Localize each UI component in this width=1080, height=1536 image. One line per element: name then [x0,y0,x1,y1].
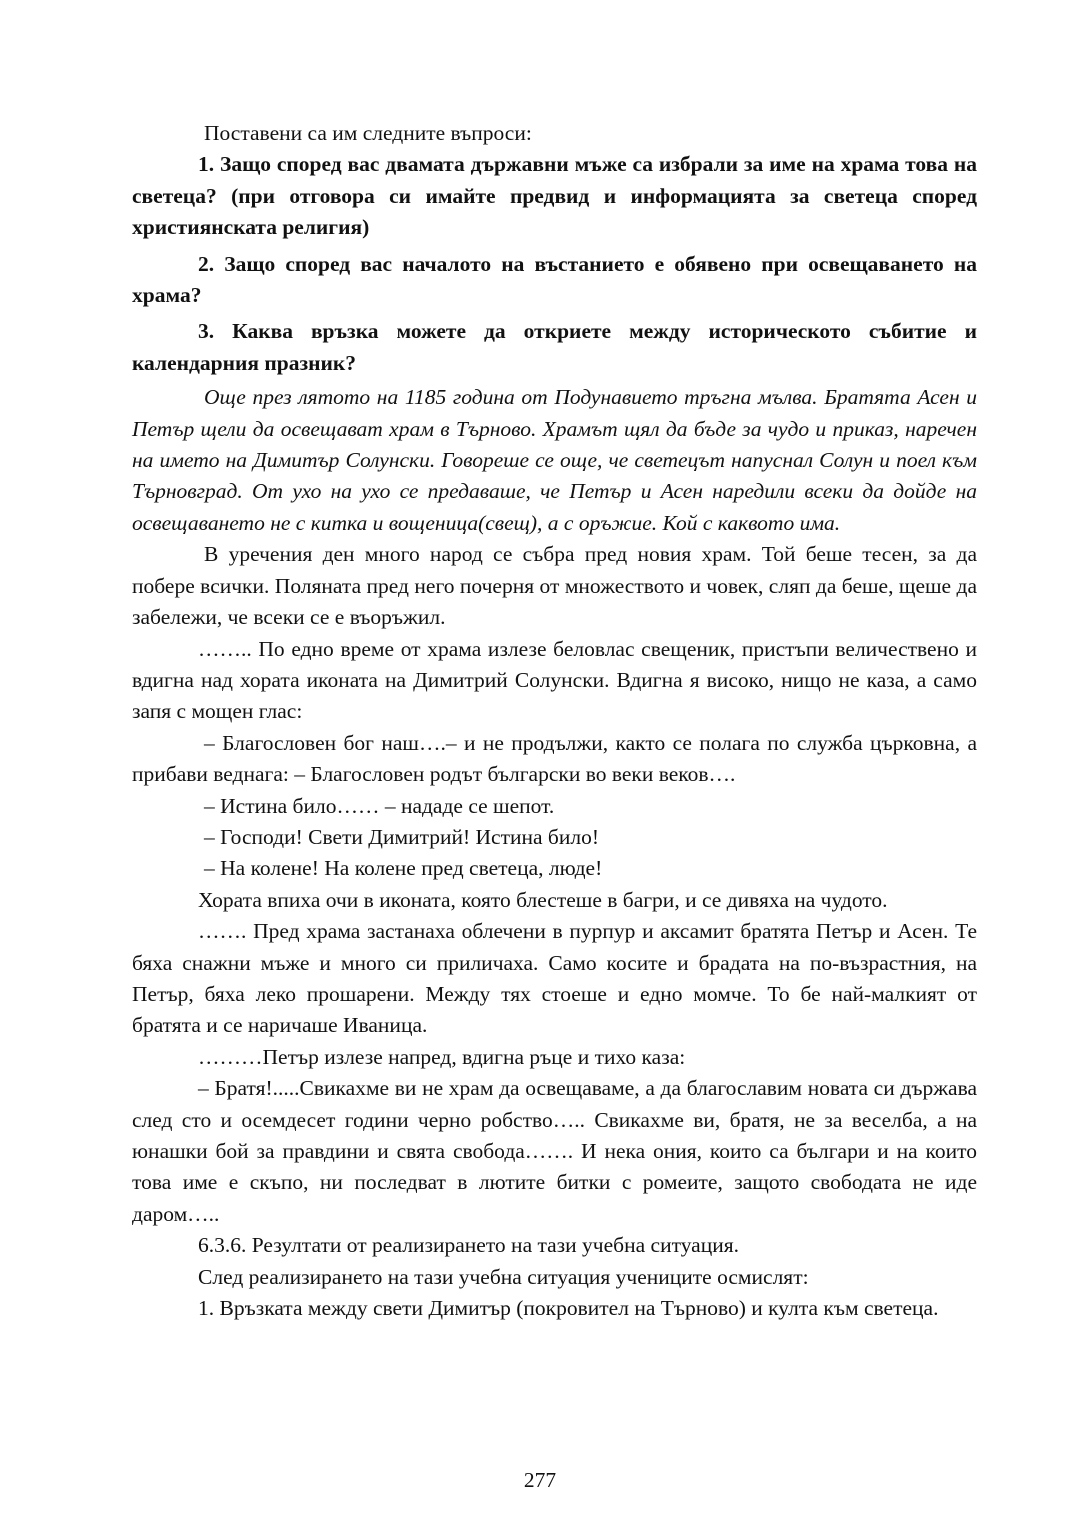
question-2: 2. Защо според вас началото на въстанието е обявено при освещаването на храма? [132,251,977,308]
question-3: 3. Каква връзка можете да откриете между историческото събитие и календарния празник? [132,319,977,375]
results-item: 1. Връзката между свети Димитър (покровител на Търново) и култа към светеца. [198,1296,939,1321]
page-number: 277 [523,1468,557,1492]
story-paragraph: Хората впиха очи в иконата, която блестеше в багри, и се дивяха на чудото. [198,887,888,912]
story-paragraph: В уречения ден много народ се събра пред новия храм. Той беше тесен, за да побере всички. Поляната пред него почерня от множеството и човек, сляп да беше, щеше да забележи, че всеки се е въоръжил. [132,542,977,630]
intro-paragraph: Поставени са им следните въпроси: [204,121,532,145]
dialogue-line: – На колене! На колене пред светеца, люде! [204,856,603,881]
results-intro: След реализирането на тази учебна ситуация учениците осмислят: [198,1264,809,1289]
section-heading: 6.3.6. Резултати от реализирането на тази учебна ситуация. [198,1233,739,1258]
story-paragraph: ……. Пред храма застанаха облечени в пурпур и аксамит братята Петър и Асен. Те бяха снажни мъже и много си приличаха. Само косите и брадата на по-възрастния, на Петър, бяха леко прошарени. Между тях стоеше и едно момче. То бе най-малкият от братята и се наричаше Иваница. [132,919,977,1038]
story-paragraph: ………Петър излезе напред, вдигна ръце и тихо каза: [198,1044,686,1069]
question-1: 1. Защо според вас двамата държавни мъже са избрали за име на храма това на светеца? (при отговора си имайте предвид и информацията за светеца според християнската религия) [132,152,977,240]
speech-paragraph: – Братя!.....Свикахме ви не храм да освещаваме, а да благославим новата си държава след сто и осемдесет години черно робство….. Свикахме ви, братя, не за веселба, а на юнашки бой за правдини и свята свобода……. И нека ония, които са българи и на които това име е скъпо, ни последват в лютите битки с ромеите, защото свободата не иде даром….. [132,1076,977,1226]
story-paragraph: …….. По едно време от храма излезе беловлас свещеник, пристъпи величествено и вдигна над хората иконата на Димитрий Солунски. Вдигна я високо, нищо не каза, а само запя с мощен глас: [132,636,977,724]
dialogue-line: – Истина било…… – нададе се шепот. [204,793,555,818]
document-page [132,118,977,1324]
italic-passage: Още през лятото на 1185 година от Подунавието тръгна мълва. Братята Асен и Петър щели да освещават храм в Търново. Храмът щял да бъде за чудо и приказ, наречен на името на Димитър Солунски. Говореше се още, че светецът напуснал Солун и поел към Търновград. От ухо на ухо се предаваше, че Петър и Асен наредили всеки да дойде на освещаването не с китка и вощеница(свещ), а с оръжие. Кой с каквото има. [132,385,977,535]
dialogue-line: – Благословен бог наш….– и не продължи, както се полага по служба църковна, а прибави веднага: – Благословен родът български во веки веков…. [132,730,977,787]
dialogue-line: – Господи! Свети Димитрий! Истина било! [204,824,600,849]
